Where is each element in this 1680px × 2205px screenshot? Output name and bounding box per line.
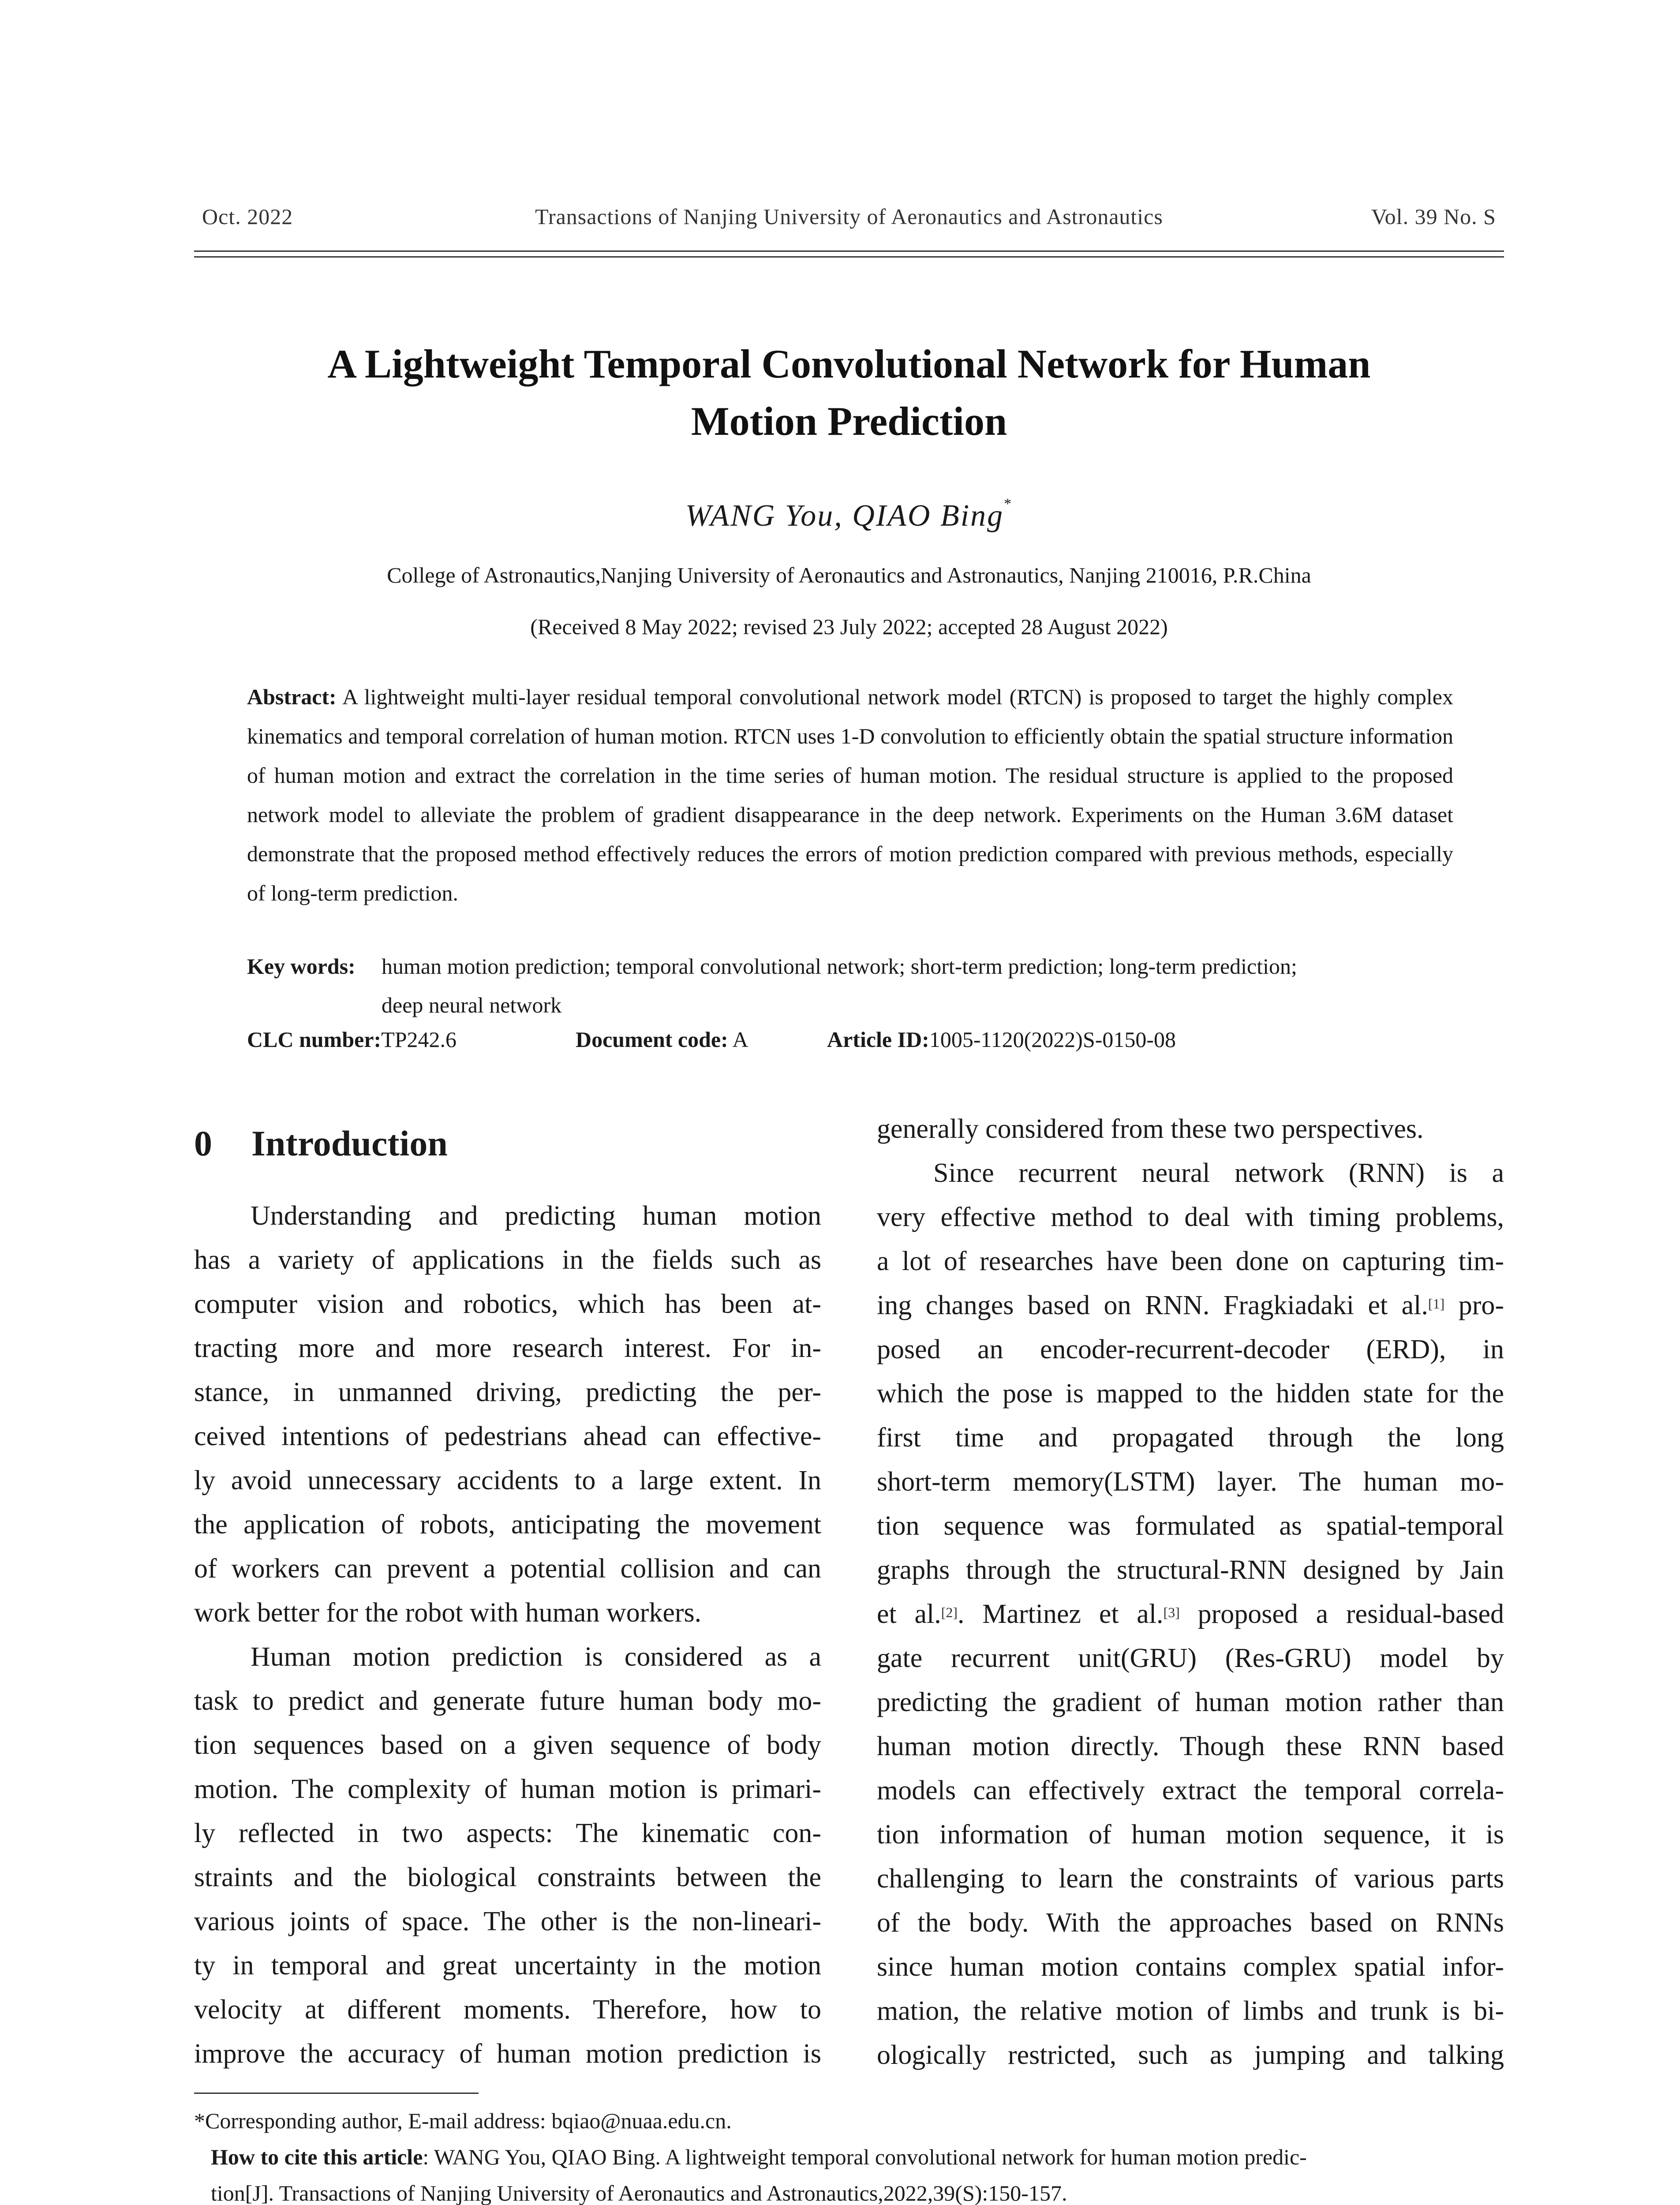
text-line: ly reflected in two aspects: The kinematic con- <box>194 1818 821 1848</box>
text-line: since human motion contains complex spatial infor- <box>877 1952 1504 1982</box>
clc-value: TP242.6 <box>381 1027 457 1052</box>
text-line: motion. The complexity of human motion is primari- <box>194 1774 821 1804</box>
article-id-value: 1005-1120(2022)S-0150-08 <box>929 1027 1176 1052</box>
text-segment: pro- <box>1444 1290 1504 1320</box>
text-segment: ing changes based on RNN. Fragkiadaki et al. <box>877 1290 1428 1320</box>
text-segment: proposed a residual-based <box>1179 1599 1504 1629</box>
text-line: first time and propagated through the long <box>877 1423 1504 1453</box>
text-line: various joints of space. The other is the non-lineari- <box>194 1906 821 1936</box>
title-line-2: Motion Prediction <box>691 399 1007 444</box>
cite-text-1: : WANG You, QIAO Bing. A lightweight temporal convolutional network for human motion predic- <box>423 2145 1307 2169</box>
section-number: 0 <box>194 1123 212 1163</box>
clc-label: CLC number: <box>247 1027 382 1052</box>
text-line: ly avoid unnecessary accidents to a large extent. In <box>194 1465 821 1495</box>
classification-line <box>247 1027 1453 1066</box>
text-line: straints and the biological constraints between the <box>194 1862 821 1892</box>
text-line: mation, the relative motion of limbs and trunk is bi- <box>877 1996 1504 2026</box>
text-line: ceived intentions of pedestrians ahead can effective- <box>194 1421 821 1451</box>
text-line: graphs through the structural-RNN designed by Jain <box>877 1555 1504 1585</box>
corresponding-author: *Corresponding author, E-mail address: bqiao@nuaa.edu.cn. <box>194 2108 732 2133</box>
text-line: very effective method to deal with timing problems, <box>877 1202 1504 1232</box>
text-line: models can effectively extract the temporal correla- <box>877 1775 1504 1805</box>
text-line: tion sequences based on a given sequence of body <box>194 1730 821 1760</box>
citation-line-1 <box>194 2139 1504 2175</box>
header-rule-top <box>194 250 1504 252</box>
keywords-line-1: human motion prediction; temporal convolutional network; short-term prediction; long-term prediction; <box>382 954 1297 979</box>
citation-ref-1: [1] <box>1428 1296 1445 1312</box>
header-date: Oct. 2022 <box>202 204 293 229</box>
section-title: Introduction <box>251 1123 448 1163</box>
corresponding-mark: * <box>1004 496 1013 512</box>
abstract <box>247 677 1453 913</box>
author-names: WANG You, QIAO Bing <box>685 499 1004 533</box>
text-line: work better for the robot with human workers. <box>194 1598 702 1628</box>
keywords-label: Key words: <box>247 954 355 979</box>
footnote <box>194 2103 1504 2205</box>
text-line: which the pose is mapped to the hidden state for the <box>877 1379 1504 1409</box>
footnote-rule <box>194 2093 479 2094</box>
text-line: task to predict and generate future human body mo- <box>194 1686 821 1716</box>
text-line-with-citation <box>877 1283 1504 1327</box>
header-volume: Vol. 39 No. S <box>1371 204 1496 229</box>
left-column <box>194 1121 821 2076</box>
abstract-label: Abstract: <box>247 684 337 709</box>
text-line: Understanding and predicting human motion <box>251 1201 821 1231</box>
citation-ref-3: [3] <box>1163 1604 1180 1620</box>
citation-ref-2: [2] <box>941 1604 958 1620</box>
paper-title <box>194 335 1504 450</box>
text-line: tracting more and more research interest. For in- <box>194 1333 821 1363</box>
text-line: computer vision and robotics, which has been at- <box>194 1289 821 1319</box>
text-line: velocity at different moments. Therefore, how to <box>194 1995 821 2025</box>
keywords <box>247 947 1453 1017</box>
text-line: challenging to learn the constraints of various parts <box>877 1864 1504 1894</box>
text-line-with-citation <box>877 1592 1504 1636</box>
text-line: ologically restricted, such as jumping and talking <box>877 2040 1504 2070</box>
authors <box>194 498 1504 534</box>
citation-line-2: tion[J]. Transactions of Nanjing University of Aeronautics and Astronautics,2022,39(S):150-157. <box>211 2181 1067 2205</box>
clc-number <box>247 1027 456 1052</box>
text-line: has a variety of applications in the fields such as <box>194 1245 821 1275</box>
running-header <box>194 204 1504 239</box>
text-segment: et al. <box>877 1599 941 1629</box>
text-line: gate recurrent unit(GRU) (Res-GRU) model by <box>877 1643 1504 1673</box>
text-line: generally considered from these two perspectives. <box>877 1114 1424 1144</box>
header-journal: Transactions of Nanjing University of Aeronautics and Astronautics <box>535 204 1163 229</box>
affiliation: College of Astronautics,Nanjing University of Aeronautics and Astronautics, Nanjing 210016, P.R.China <box>387 563 1311 587</box>
document-code <box>576 1027 748 1052</box>
text-line: of workers can prevent a potential collision and can <box>194 1554 821 1584</box>
text-line: tion sequence was formulated as spatial-temporal <box>877 1511 1504 1541</box>
text-line: tion information of human motion sequence, it is <box>877 1820 1504 1850</box>
cite-label: How to cite this article <box>211 2145 423 2169</box>
text-line: human motion directly. Though these RNN based <box>877 1731 1504 1761</box>
text-line: ty in temporal and great uncertainty in the motion <box>194 1951 821 1981</box>
text-segment: . Martinez et al. <box>958 1599 1164 1629</box>
article-id <box>827 1027 1176 1052</box>
keywords-line-2: deep neural network <box>382 993 562 1017</box>
text-line: stance, in unmanned driving, predicting the per- <box>194 1377 821 1407</box>
text-line: of the body. With the approaches based on RNNs <box>877 1908 1504 1938</box>
text-line: posed an encoder-recurrent-decoder (ERD), in <box>877 1334 1504 1364</box>
article-id-label: Article ID: <box>827 1027 929 1052</box>
text-line: improve the accuracy of human motion prediction is <box>194 2039 821 2069</box>
text-line: predicting the gradient of human motion rather than <box>877 1687 1504 1717</box>
received-dates: (Received 8 May 2022; revised 23 July 2022; accepted 28 August 2022) <box>530 614 1168 639</box>
text-line: the application of robots, anticipating the movement <box>194 1510 821 1540</box>
text-line: short-term memory(LSTM) layer. The human mo- <box>877 1467 1504 1497</box>
left-column-text <box>194 1194 821 2076</box>
text-line: Since recurrent neural network (RNN) is a <box>933 1158 1504 1188</box>
right-column <box>877 1107 1504 2077</box>
text-line: a lot of researches have been done on capturing tim- <box>877 1246 1504 1276</box>
header-rule-bottom <box>194 256 1504 258</box>
section-heading <box>194 1121 821 1194</box>
abstract-text: A lightweight multi-layer residual temporal convolutional network model (RTCN) is proposed to target the highly complex kinematics and temporal correlation of human motion. RTCN uses 1-D convolution to efficiently obtain the spatial structure information of human motion and extract the correlation in the time series of human motion. The residual structure is applied to the proposed network model to alleviate the problem of gradient disappearance in the deep network. Experiments on the Human 3.6M dataset demonstrate that the proposed method effectively reduces the errors of motion prediction compared with previous methods, especially of long-term prediction. <box>247 684 1453 905</box>
title-line-1: A Lightweight Temporal Convolutional Network for Human <box>327 341 1371 386</box>
text-line: Human motion prediction is considered as a <box>251 1642 821 1672</box>
doc-code-value: A <box>732 1027 748 1052</box>
doc-code-label: Document code: <box>576 1027 728 1052</box>
keywords-value <box>382 947 1297 1024</box>
